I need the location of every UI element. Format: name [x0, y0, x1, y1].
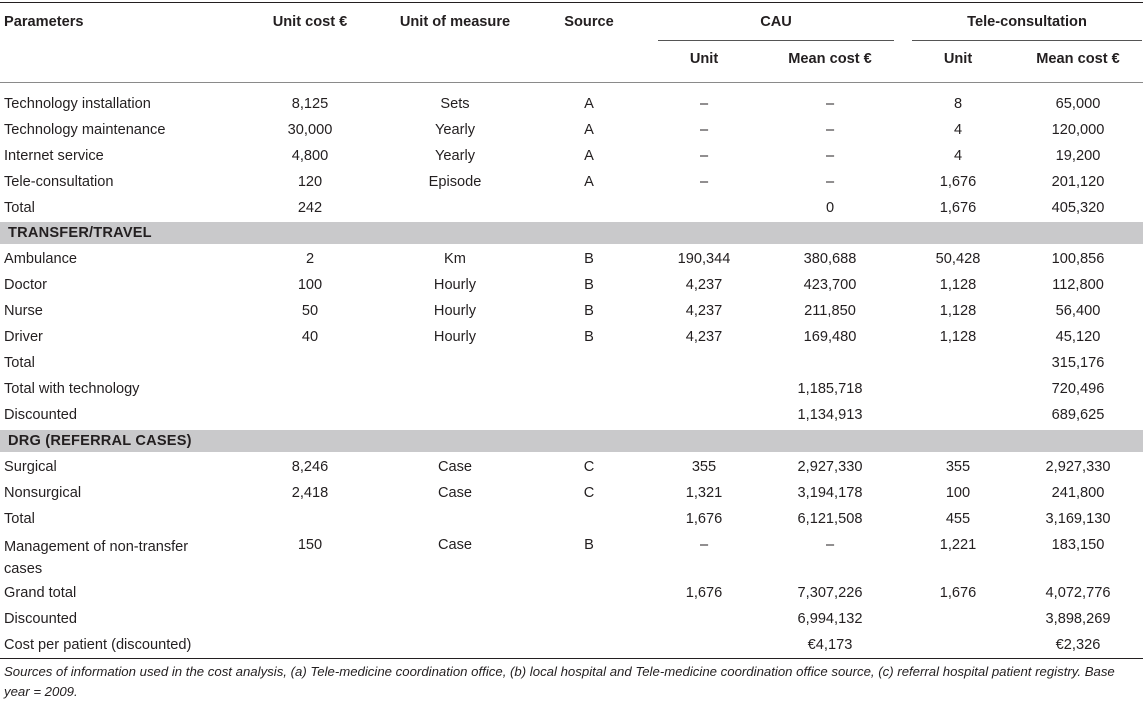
table-row [0, 350, 1143, 376]
cell-unit-cost: 40 [301, 329, 319, 345]
cell-cau-mean-cost: €4,173 [807, 637, 853, 653]
cell-tele-mean-cost: 100,856 [1051, 251, 1105, 267]
cell-tele-unit: 8 [953, 96, 963, 112]
cell-tele-unit: 1,128 [939, 277, 977, 293]
cell-cau-unit: – [699, 174, 709, 190]
table-row [0, 143, 1143, 169]
cell-unit-of-measure: Sets [440, 96, 470, 112]
cell-cau-unit: – [699, 148, 709, 164]
table-row [0, 480, 1143, 506]
cell-tele-unit: 1,221 [939, 537, 977, 553]
cell-cau-mean-cost: – [825, 122, 835, 138]
cell-tele-unit: 1,676 [939, 585, 977, 601]
cell-cau-mean-cost: 380,688 [803, 251, 857, 267]
cell-cau-mean-cost: 169,480 [803, 329, 857, 345]
cell-tele-unit: 455 [945, 511, 971, 527]
cell-cau-mean-cost: – [825, 537, 835, 553]
cell-cau-mean-cost: 423,700 [803, 277, 857, 293]
cell-tele-mean-cost: 19,200 [1055, 148, 1101, 164]
cell-cau-unit: – [699, 96, 709, 112]
cell-cau-unit: 4,237 [685, 277, 723, 293]
header-cau-mean-cost: Mean cost € [788, 51, 872, 67]
cell-parameter: Technology maintenance [4, 122, 166, 138]
cell-cau-unit: – [699, 537, 709, 553]
cell-parameter: Ambulance [4, 251, 78, 267]
cell-tele-unit: 50,428 [935, 251, 981, 267]
cell-tele-mean-cost: €2,326 [1055, 637, 1101, 653]
table-top-rule [0, 2, 1143, 3]
cell-tele-unit: 1,128 [939, 329, 977, 345]
table-row [0, 376, 1143, 402]
cell-tele-unit: 4 [953, 122, 963, 138]
header-source: Source [564, 14, 614, 30]
cell-cau-unit: 4,237 [685, 329, 723, 345]
table-row [0, 532, 1143, 576]
header-bottom-rule [0, 82, 1143, 83]
cell-cau-unit: 190,344 [677, 251, 731, 267]
table-bottom-rule [0, 658, 1143, 659]
cell-source: B [584, 277, 594, 293]
cell-cau-mean-cost: 211,850 [804, 303, 856, 319]
table-row [0, 246, 1143, 272]
header-unit-of-measure: Unit of measure [399, 14, 511, 30]
cell-source: C [583, 459, 595, 475]
header-tele-mean-cost: Mean cost € [1036, 51, 1120, 67]
cell-parameter: Total with technology [4, 381, 140, 397]
cau-group-rule [658, 40, 894, 41]
cell-parameter: Technology installation [4, 96, 151, 112]
cell-parameter: Nurse [4, 303, 43, 319]
header-parameters: Parameters [4, 14, 84, 30]
cell-unit-cost: 100 [297, 277, 323, 293]
cell-tele-mean-cost: 65,000 [1055, 96, 1101, 112]
cell-parameter: Nonsurgical [4, 485, 82, 501]
cell-cau-mean-cost: 6,994,132 [797, 611, 863, 627]
table-row [0, 402, 1143, 428]
table-row [0, 580, 1143, 606]
cell-tele-unit: 1,128 [939, 303, 977, 319]
cell-source: A [584, 174, 594, 190]
cell-cau-unit: 4,237 [685, 303, 723, 319]
cell-parameter: Surgical [4, 459, 57, 475]
cell-tele-unit: 1,676 [939, 174, 977, 190]
cell-tele-mean-cost: 4,072,776 [1045, 585, 1111, 601]
cell-tele-mean-cost: 720,496 [1051, 381, 1105, 397]
cell-unit-of-measure: Case [437, 485, 473, 501]
cell-cau-unit: 1,321 [685, 485, 723, 501]
cell-unit-of-measure: Episode [428, 174, 482, 190]
cell-unit-cost: 2 [305, 251, 315, 267]
header-cau: CAU [760, 14, 792, 30]
table-row [0, 506, 1143, 532]
cell-tele-mean-cost: 183,150 [1051, 537, 1105, 553]
cell-parameter: Doctor [4, 277, 47, 293]
table-row [0, 272, 1143, 298]
header-unit-cost: Unit cost € [272, 14, 348, 30]
cell-unit-cost: 8,125 [291, 96, 329, 112]
cell-tele-unit: 355 [945, 459, 971, 475]
cell-cau-unit: 1,676 [685, 511, 723, 527]
cell-tele-unit: 100 [945, 485, 971, 501]
cell-tele-mean-cost: 112,800 [1052, 277, 1104, 293]
cell-cau-mean-cost: 7,307,226 [797, 585, 863, 601]
cell-unit-of-measure: Case [437, 537, 473, 553]
cell-tele-mean-cost: 56,400 [1055, 303, 1101, 319]
cell-unit-cost: 50 [301, 303, 319, 319]
cell-cau-mean-cost: 1,134,913 [797, 407, 863, 423]
cell-cau-mean-cost: 2,927,330 [797, 459, 863, 475]
cell-unit-cost: 150 [297, 537, 323, 553]
cell-parameter: Total [4, 511, 35, 527]
cell-cau-unit: – [699, 122, 709, 138]
tele-group-rule [912, 40, 1142, 41]
cell-cau-mean-cost: 3,194,178 [797, 485, 863, 501]
cell-cau-unit: 1,676 [685, 585, 723, 601]
cell-unit-cost: 8,246 [291, 459, 329, 475]
cell-tele-mean-cost: 689,625 [1051, 407, 1105, 423]
cell-cau-unit: 355 [691, 459, 717, 475]
table-row [0, 298, 1143, 324]
cell-parameter: Cost per patient (discounted) [4, 637, 192, 653]
section-title: TRANSFER/TRAVEL [8, 225, 152, 241]
cell-parameter: Management of non-transfer cases [4, 539, 189, 577]
section-header-transfer-travel [0, 222, 1143, 244]
cell-unit-cost: 242 [297, 200, 323, 216]
cell-source: A [584, 96, 594, 112]
cell-unit-of-measure: Km [444, 251, 466, 267]
cell-parameter: Tele-consultation [4, 174, 114, 190]
cell-source: B [584, 329, 594, 345]
cell-source: B [584, 251, 594, 267]
cell-tele-mean-cost: 45,120 [1055, 329, 1101, 345]
cell-unit-of-measure: Yearly [434, 122, 476, 138]
header-tele-unit: Unit [943, 51, 973, 67]
cell-unit-cost: 120 [297, 174, 323, 190]
cell-tele-mean-cost: 120,000 [1051, 122, 1105, 138]
cell-cau-mean-cost: – [825, 174, 835, 190]
cell-source: A [584, 122, 594, 138]
cell-tele-mean-cost: 3,898,269 [1045, 611, 1111, 627]
table-footnote: Sources of information used in the cost analysis, (a) Tele-medicine coordination office, (b) local hospital and Tele-medicine coordination office source, (c) referral hospital patient registry. Base year = 2009. [4, 664, 1115, 699]
cell-unit-of-measure: Yearly [434, 148, 476, 164]
cell-unit-of-measure: Case [437, 459, 473, 475]
table-row [0, 606, 1143, 632]
table-row [0, 195, 1143, 221]
cell-parameter: Total [4, 355, 35, 371]
cell-unit-of-measure: Hourly [433, 277, 477, 293]
table-row [0, 169, 1143, 195]
cell-tele-unit: 4 [953, 148, 963, 164]
cell-cau-mean-cost: 0 [825, 200, 835, 216]
cell-unit-cost: 2,418 [291, 485, 329, 501]
cell-unit-cost: 4,800 [291, 148, 329, 164]
cell-tele-mean-cost: 3,169,130 [1045, 511, 1111, 527]
cell-unit-of-measure: Hourly [433, 303, 477, 319]
header-cau-unit: Unit [689, 51, 719, 67]
section-header-drg [0, 430, 1143, 452]
cell-tele-mean-cost: 2,927,330 [1045, 459, 1111, 475]
cell-cau-mean-cost: 1,185,718 [797, 381, 863, 397]
cell-cau-mean-cost: – [825, 148, 835, 164]
cell-parameter: Grand total [4, 585, 77, 601]
table-row [0, 91, 1143, 117]
cell-parameter: Discounted [4, 407, 78, 423]
cell-source: A [584, 148, 594, 164]
cell-tele-mean-cost: 315,176 [1051, 355, 1105, 371]
table-row [0, 454, 1143, 480]
section-title: DRG (REFERRAL CASES) [8, 433, 192, 449]
cell-parameter: Driver [4, 329, 43, 345]
cell-parameter: Total [4, 200, 35, 216]
cell-tele-mean-cost: 201,120 [1051, 174, 1105, 190]
cell-unit-of-measure: Hourly [433, 329, 477, 345]
table-row [0, 632, 1143, 658]
cell-tele-mean-cost: 405,320 [1051, 200, 1105, 216]
table-row [0, 117, 1143, 143]
cell-parameter: Discounted [4, 611, 78, 627]
cell-source: B [584, 537, 594, 553]
cell-tele-unit: 1,676 [939, 200, 977, 216]
cell-cau-mean-cost: – [825, 96, 835, 112]
table-row [0, 324, 1143, 350]
cell-tele-mean-cost: 241,800 [1051, 485, 1105, 501]
cell-source: B [584, 303, 594, 319]
cell-parameter: Internet service [4, 148, 104, 164]
cell-unit-cost: 30,000 [287, 122, 333, 138]
cell-source: C [583, 485, 595, 501]
cell-cau-mean-cost: 6,121,508 [797, 511, 863, 527]
header-tele-consultation: Tele-consultation [967, 14, 1087, 30]
